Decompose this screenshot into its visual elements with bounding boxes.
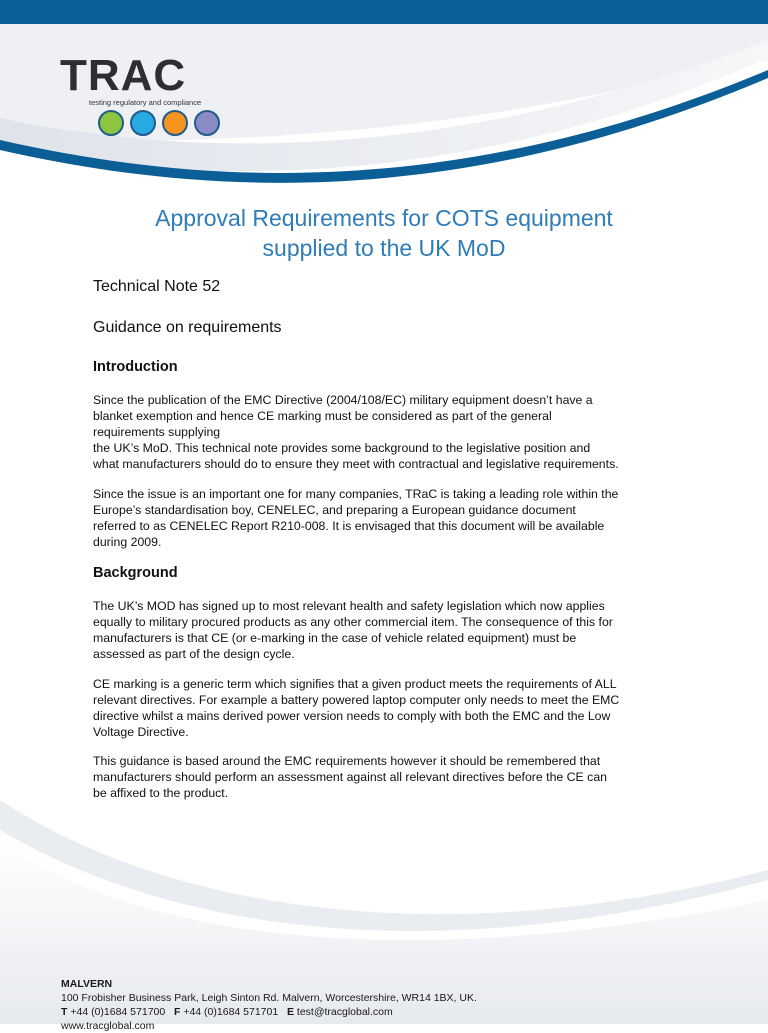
text-line: assessed as part of the design cycle. [93, 647, 295, 661]
title-line-2: supplied to the UK MoD [262, 235, 506, 261]
text-line: Europe’s standardisation boy, CENELEC, and preparing a European guidance document [93, 503, 576, 517]
footer-city: MALVERN [61, 978, 113, 990]
background-paragraph-3 [93, 753, 693, 801]
footer-address: 100 Frobisher Business Park, Leigh Sinton Rd. Malvern, Worcestershire, WR14 1BX, UK. [61, 992, 477, 1004]
introduction-heading: Introduction [93, 359, 178, 375]
introduction-paragraph-2 [93, 486, 693, 550]
text-line: be affixed to the product. [93, 786, 229, 800]
text-line: what manufacturers should do to ensure they meet with contractual and legislative requirements. [93, 457, 619, 471]
guidance-subtitle: Guidance on requirements [93, 319, 282, 336]
trac-logo [60, 51, 240, 140]
logo-tagline: testing regulatory and compliance [89, 98, 202, 107]
text-line: manufacturers is that CE (or e-marking in the case of vehicle related equipment) must be [93, 631, 577, 645]
title-line-1: Approval Requirements for COTS equipment [155, 205, 613, 231]
background-paragraph-2 [93, 676, 693, 740]
document-title [84, 203, 684, 263]
text-line: blanket exemption and hence CE marking must be considered as part of the general [93, 409, 552, 423]
text-line: relevant directives. For example a battery powered laptop computer only needs to meet the EMC [93, 693, 620, 707]
website-link[interactable]: www.tracglobal.com [61, 1020, 155, 1032]
text-line: during 2009. [93, 535, 162, 549]
email-label: E [286, 1006, 294, 1018]
tel-number: +44 (0)1684 571700 [70, 1006, 166, 1018]
logo-dots-icon [97, 108, 227, 138]
text-line: manufacturers should perform an assessment against all relevant directives before the CE can [93, 770, 607, 784]
background-paragraph-1 [93, 598, 693, 662]
logo-dot-purple [195, 111, 219, 135]
tel-label: T [61, 1006, 68, 1018]
text-line: Voltage Directive. [93, 725, 189, 739]
logo-dot-green [99, 111, 123, 135]
technical-note-number: Technical Note 52 [93, 278, 221, 295]
email-link[interactable]: test@tracglobal.com [296, 1006, 393, 1018]
text-line: the UK’s MoD. This technical note provides some background to the legislative position and [93, 441, 591, 455]
fax-number: +44 (0)1684 571701 [183, 1006, 279, 1018]
text-line: The UK’s MOD has signed up to most relevant health and safety legislation which now applies [93, 599, 605, 613]
text-line: Since the issue is an important one for many companies, TRaC is taking a leading role within the [93, 487, 619, 501]
text-line: directive whilst a mains derived power version needs to comply with both the EMC and the Low [93, 709, 611, 723]
footer-contact [61, 977, 701, 1033]
text-line: This guidance is based around the EMC requirements however it should be remembered that [93, 754, 601, 768]
logo-dot-blue [131, 111, 155, 135]
top-bar [0, 0, 768, 24]
text-line: requirements supplying [93, 425, 221, 439]
logo-wordmark: TRAC [60, 51, 187, 100]
fax-label: F [173, 1006, 181, 1018]
text-line: referred to as CENELEC Report R210-008. It is envisaged that this document will be available [93, 519, 605, 533]
background-heading: Background [93, 565, 178, 581]
text-line: Since the publication of the EMC Directive (2004/108/EC) military equipment doesn’t have a [93, 393, 593, 407]
logo-dot-orange [163, 111, 187, 135]
text-line: CE marking is a generic term which signifies that a given product meets the requirements of ALL [93, 677, 617, 691]
introduction-paragraph-1 [93, 392, 693, 472]
footer-phone-line [61, 1005, 701, 1019]
text-line: equally to military procured products as any other commercial item. The consequence of this for [93, 615, 613, 629]
